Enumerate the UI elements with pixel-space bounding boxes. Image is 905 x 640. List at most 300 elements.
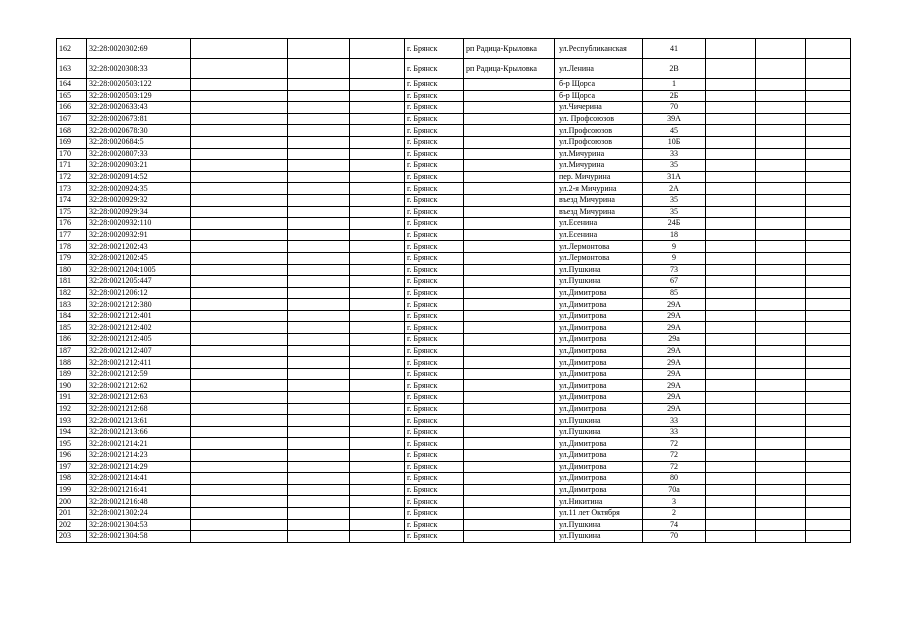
empty-cell xyxy=(288,125,350,137)
empty-cell xyxy=(756,415,806,427)
empty-cell xyxy=(191,484,288,496)
empty-cell xyxy=(350,113,405,125)
empty-cell xyxy=(756,229,806,241)
cadastral-number-cell: 32:28:0021212:401 xyxy=(87,310,191,322)
settlement-cell: рп Радица-Крыловка xyxy=(464,59,555,79)
row-number-cell: 168 xyxy=(57,125,87,137)
empty-cell xyxy=(806,438,851,450)
empty-cell xyxy=(806,531,851,543)
row-number-cell: 166 xyxy=(57,102,87,114)
city-cell: г. Брянск xyxy=(405,299,464,311)
empty-cell xyxy=(706,218,756,230)
house-number-cell: 24Б xyxy=(643,218,706,230)
empty-cell xyxy=(806,59,851,79)
city-cell: г. Брянск xyxy=(405,461,464,473)
empty-cell xyxy=(756,241,806,253)
settlement-cell xyxy=(464,403,555,415)
empty-cell xyxy=(350,438,405,450)
empty-cell xyxy=(350,496,405,508)
house-number-cell: 29а xyxy=(643,334,706,346)
empty-cell xyxy=(756,334,806,346)
table-row xyxy=(57,160,851,172)
empty-cell xyxy=(288,102,350,114)
empty-cell xyxy=(191,519,288,531)
empty-cell xyxy=(191,39,288,59)
table-row xyxy=(57,415,851,427)
empty-cell xyxy=(706,194,756,206)
empty-cell xyxy=(191,392,288,404)
empty-cell xyxy=(350,160,405,172)
row-number-cell: 176 xyxy=(57,218,87,230)
empty-cell xyxy=(756,287,806,299)
empty-cell xyxy=(806,206,851,218)
settlement-cell xyxy=(464,229,555,241)
empty-cell xyxy=(191,148,288,160)
cadastral-number-cell: 32:28:0020903:21 xyxy=(87,160,191,172)
house-number-cell: 39А xyxy=(643,113,706,125)
empty-cell xyxy=(706,368,756,380)
city-cell: г. Брянск xyxy=(405,252,464,264)
empty-cell xyxy=(350,183,405,195)
table-row xyxy=(57,276,851,288)
settlement-cell xyxy=(464,194,555,206)
empty-cell xyxy=(706,403,756,415)
empty-cell xyxy=(756,113,806,125)
city-cell: г. Брянск xyxy=(405,206,464,218)
cadastral-number-cell: 32:28:0021206:12 xyxy=(87,287,191,299)
empty-cell xyxy=(350,531,405,543)
empty-cell xyxy=(756,194,806,206)
city-cell: г. Брянск xyxy=(405,450,464,462)
cadastral-number-cell: 32:28:0021212:411 xyxy=(87,357,191,369)
empty-cell xyxy=(756,438,806,450)
street-cell: ул.Пушкина xyxy=(555,426,643,438)
street-cell: ул.11 лет Октября xyxy=(555,507,643,519)
settlement-cell xyxy=(464,392,555,404)
table-row xyxy=(57,496,851,508)
empty-cell xyxy=(756,148,806,160)
empty-cell xyxy=(288,519,350,531)
street-cell: ул.Димитрова xyxy=(555,473,643,485)
empty-cell xyxy=(706,79,756,91)
cadastral-number-cell: 32:28:0021202:45 xyxy=(87,252,191,264)
row-number-cell: 182 xyxy=(57,287,87,299)
settlement-cell xyxy=(464,415,555,427)
empty-cell xyxy=(706,438,756,450)
table-row xyxy=(57,90,851,102)
empty-cell xyxy=(706,450,756,462)
row-number-cell: 183 xyxy=(57,299,87,311)
empty-cell xyxy=(756,264,806,276)
city-cell: г. Брянск xyxy=(405,39,464,59)
row-number-cell: 202 xyxy=(57,519,87,531)
row-number-cell: 164 xyxy=(57,79,87,91)
table-row xyxy=(57,392,851,404)
empty-cell xyxy=(350,102,405,114)
house-number-cell: 29А xyxy=(643,380,706,392)
empty-cell xyxy=(756,136,806,148)
cadastral-number-cell: 32:28:0021212:407 xyxy=(87,345,191,357)
empty-cell xyxy=(350,426,405,438)
table-row xyxy=(57,183,851,195)
street-cell: б-р Щорса xyxy=(555,79,643,91)
empty-cell xyxy=(288,380,350,392)
empty-cell xyxy=(756,59,806,79)
city-cell: г. Брянск xyxy=(405,160,464,172)
city-cell: г. Брянск xyxy=(405,59,464,79)
empty-cell xyxy=(806,345,851,357)
house-number-cell: 70а xyxy=(643,484,706,496)
empty-cell xyxy=(288,403,350,415)
empty-cell xyxy=(806,461,851,473)
empty-cell xyxy=(191,160,288,172)
row-number-cell: 184 xyxy=(57,310,87,322)
empty-cell xyxy=(806,229,851,241)
empty-cell xyxy=(756,90,806,102)
street-cell: ул.Димитрова xyxy=(555,403,643,415)
empty-cell xyxy=(706,183,756,195)
street-cell: ул.Димитрова xyxy=(555,287,643,299)
settlement-cell xyxy=(464,276,555,288)
table-row xyxy=(57,136,851,148)
empty-cell xyxy=(288,218,350,230)
settlement-cell xyxy=(464,299,555,311)
empty-cell xyxy=(756,473,806,485)
house-number-cell: 29А xyxy=(643,403,706,415)
empty-cell xyxy=(350,484,405,496)
empty-cell xyxy=(350,392,405,404)
cadastral-number-cell: 32:28:0021205:447 xyxy=(87,276,191,288)
empty-cell xyxy=(706,484,756,496)
city-cell: г. Брянск xyxy=(405,218,464,230)
city-cell: г. Брянск xyxy=(405,125,464,137)
city-cell: г. Брянск xyxy=(405,171,464,183)
empty-cell xyxy=(806,403,851,415)
house-number-cell: 2 xyxy=(643,507,706,519)
city-cell: г. Брянск xyxy=(405,334,464,346)
house-number-cell: 1 xyxy=(643,79,706,91)
empty-cell xyxy=(350,218,405,230)
street-cell: ул.Есенина xyxy=(555,229,643,241)
empty-cell xyxy=(288,229,350,241)
empty-cell xyxy=(288,322,350,334)
house-number-cell: 41 xyxy=(643,39,706,59)
empty-cell xyxy=(706,392,756,404)
city-cell: г. Брянск xyxy=(405,310,464,322)
empty-cell xyxy=(350,59,405,79)
empty-cell xyxy=(756,102,806,114)
city-cell: г. Брянск xyxy=(405,438,464,450)
row-number-cell: 170 xyxy=(57,148,87,160)
city-cell: г. Брянск xyxy=(405,287,464,299)
empty-cell xyxy=(756,322,806,334)
empty-cell xyxy=(288,484,350,496)
empty-cell xyxy=(706,102,756,114)
empty-cell xyxy=(756,450,806,462)
street-cell: пер. Мичурина xyxy=(555,171,643,183)
house-number-cell: 35 xyxy=(643,160,706,172)
empty-cell xyxy=(191,183,288,195)
house-number-cell: 29А xyxy=(643,392,706,404)
cadastral-number-cell: 32:28:0020302:69 xyxy=(87,39,191,59)
empty-cell xyxy=(350,345,405,357)
empty-cell xyxy=(350,450,405,462)
house-number-cell: 45 xyxy=(643,125,706,137)
cadastral-number-cell: 32:28:0021212:402 xyxy=(87,322,191,334)
empty-cell xyxy=(806,507,851,519)
empty-cell xyxy=(350,415,405,427)
settlement-cell xyxy=(464,473,555,485)
house-number-cell: 29А xyxy=(643,368,706,380)
empty-cell xyxy=(288,473,350,485)
empty-cell xyxy=(706,171,756,183)
empty-cell xyxy=(288,59,350,79)
empty-cell xyxy=(288,426,350,438)
settlement-cell xyxy=(464,148,555,160)
empty-cell xyxy=(806,450,851,462)
empty-cell xyxy=(288,461,350,473)
empty-cell xyxy=(706,148,756,160)
empty-cell xyxy=(288,438,350,450)
empty-cell xyxy=(706,39,756,59)
row-number-cell: 174 xyxy=(57,194,87,206)
empty-cell xyxy=(806,496,851,508)
empty-cell xyxy=(806,334,851,346)
empty-cell xyxy=(706,287,756,299)
empty-cell xyxy=(806,113,851,125)
empty-cell xyxy=(806,484,851,496)
empty-cell xyxy=(350,473,405,485)
table-row xyxy=(57,531,851,543)
table-row xyxy=(57,113,851,125)
empty-cell xyxy=(350,252,405,264)
street-cell: ул.Профсоюзов xyxy=(555,136,643,148)
table-row xyxy=(57,148,851,160)
empty-cell xyxy=(706,264,756,276)
settlement-cell xyxy=(464,113,555,125)
registry-table xyxy=(56,38,851,543)
empty-cell xyxy=(191,90,288,102)
empty-cell xyxy=(288,136,350,148)
empty-cell xyxy=(288,299,350,311)
street-cell: ул.Чичерина xyxy=(555,102,643,114)
city-cell: г. Брянск xyxy=(405,415,464,427)
street-cell: ул.2-я Мичурина xyxy=(555,183,643,195)
cadastral-number-cell: 32:28:0021214:41 xyxy=(87,473,191,485)
cadastral-number-cell: 32:28:0021202:43 xyxy=(87,241,191,253)
cadastral-number-cell: 32:28:0020673:81 xyxy=(87,113,191,125)
house-number-cell: 35 xyxy=(643,194,706,206)
empty-cell xyxy=(350,357,405,369)
city-cell: г. Брянск xyxy=(405,345,464,357)
row-number-cell: 173 xyxy=(57,183,87,195)
empty-cell xyxy=(706,531,756,543)
table-row xyxy=(57,450,851,462)
cadastral-number-cell: 32:28:0021214:23 xyxy=(87,450,191,462)
empty-cell xyxy=(706,473,756,485)
settlement-cell xyxy=(464,79,555,91)
row-number-cell: 185 xyxy=(57,322,87,334)
house-number-cell: 72 xyxy=(643,461,706,473)
empty-cell xyxy=(288,276,350,288)
settlement-cell xyxy=(464,241,555,253)
empty-cell xyxy=(756,310,806,322)
settlement-cell: рп Радица-Крыловка xyxy=(464,39,555,59)
empty-cell xyxy=(706,241,756,253)
empty-cell xyxy=(191,241,288,253)
empty-cell xyxy=(191,357,288,369)
street-cell: ул.Димитрова xyxy=(555,392,643,404)
empty-cell xyxy=(350,287,405,299)
empty-cell xyxy=(756,392,806,404)
empty-cell xyxy=(288,392,350,404)
street-cell: ул.Димитрова xyxy=(555,345,643,357)
empty-cell xyxy=(706,461,756,473)
settlement-cell xyxy=(464,322,555,334)
city-cell: г. Брянск xyxy=(405,357,464,369)
house-number-cell: 9 xyxy=(643,241,706,253)
table-body xyxy=(57,39,851,543)
empty-cell xyxy=(191,473,288,485)
row-number-cell: 172 xyxy=(57,171,87,183)
empty-cell xyxy=(756,206,806,218)
empty-cell xyxy=(350,79,405,91)
empty-cell xyxy=(288,450,350,462)
row-number-cell: 194 xyxy=(57,426,87,438)
row-number-cell: 162 xyxy=(57,39,87,59)
empty-cell xyxy=(288,113,350,125)
house-number-cell: 10Б xyxy=(643,136,706,148)
empty-cell xyxy=(350,148,405,160)
empty-cell xyxy=(350,299,405,311)
row-number-cell: 203 xyxy=(57,531,87,543)
settlement-cell xyxy=(464,218,555,230)
house-number-cell: 33 xyxy=(643,148,706,160)
empty-cell xyxy=(288,241,350,253)
cadastral-number-cell: 32:28:0021216:41 xyxy=(87,484,191,496)
table-row xyxy=(57,125,851,137)
house-number-cell: 31А xyxy=(643,171,706,183)
empty-cell xyxy=(706,90,756,102)
empty-cell xyxy=(806,90,851,102)
empty-cell xyxy=(806,194,851,206)
street-cell: ул.Республиканская xyxy=(555,39,643,59)
empty-cell xyxy=(806,322,851,334)
house-number-cell: 29А xyxy=(643,310,706,322)
house-number-cell: 70 xyxy=(643,531,706,543)
settlement-cell xyxy=(464,125,555,137)
settlement-cell xyxy=(464,171,555,183)
empty-cell xyxy=(706,113,756,125)
empty-cell xyxy=(191,531,288,543)
street-cell: ул.Пушкина xyxy=(555,276,643,288)
empty-cell xyxy=(706,519,756,531)
cadastral-number-cell: 32:28:0021302:24 xyxy=(87,507,191,519)
table-row xyxy=(57,171,851,183)
row-number-cell: 191 xyxy=(57,392,87,404)
city-cell: г. Брянск xyxy=(405,368,464,380)
city-cell: г. Брянск xyxy=(405,403,464,415)
table-row xyxy=(57,194,851,206)
empty-cell xyxy=(806,415,851,427)
cadastral-number-cell: 32:28:0021216:48 xyxy=(87,496,191,508)
empty-cell xyxy=(806,241,851,253)
settlement-cell xyxy=(464,264,555,276)
document-sheet xyxy=(56,38,851,543)
empty-cell xyxy=(806,160,851,172)
row-number-cell: 195 xyxy=(57,438,87,450)
city-cell: г. Брянск xyxy=(405,392,464,404)
empty-cell xyxy=(756,484,806,496)
cadastral-number-cell: 32:28:0020924:35 xyxy=(87,183,191,195)
empty-cell xyxy=(806,287,851,299)
empty-cell xyxy=(706,415,756,427)
empty-cell xyxy=(191,264,288,276)
street-cell: ул.Лермонтова xyxy=(555,252,643,264)
cadastral-number-cell: 32:28:0021212:59 xyxy=(87,368,191,380)
cadastral-number-cell: 32:28:0021213:61 xyxy=(87,415,191,427)
empty-cell xyxy=(706,496,756,508)
empty-cell xyxy=(706,310,756,322)
empty-cell xyxy=(756,39,806,59)
settlement-cell xyxy=(464,450,555,462)
empty-cell xyxy=(288,415,350,427)
cadastral-number-cell: 32:28:0021212:405 xyxy=(87,334,191,346)
cadastral-number-cell: 32:28:0020684:5 xyxy=(87,136,191,148)
settlement-cell xyxy=(464,496,555,508)
row-number-cell: 196 xyxy=(57,450,87,462)
empty-cell xyxy=(350,136,405,148)
empty-cell xyxy=(288,368,350,380)
row-number-cell: 177 xyxy=(57,229,87,241)
table-row xyxy=(57,39,851,59)
table-row xyxy=(57,206,851,218)
empty-cell xyxy=(756,403,806,415)
cadastral-number-cell: 32:28:0020503:122 xyxy=(87,79,191,91)
empty-cell xyxy=(191,368,288,380)
table-row xyxy=(57,368,851,380)
table-row xyxy=(57,507,851,519)
street-cell: ул.Димитрова xyxy=(555,380,643,392)
empty-cell xyxy=(806,102,851,114)
table-row xyxy=(57,322,851,334)
empty-cell xyxy=(350,507,405,519)
cadastral-number-cell: 32:28:0020929:34 xyxy=(87,206,191,218)
empty-cell xyxy=(350,90,405,102)
empty-cell xyxy=(191,194,288,206)
empty-cell xyxy=(191,461,288,473)
empty-cell xyxy=(350,380,405,392)
empty-cell xyxy=(191,380,288,392)
empty-cell xyxy=(350,39,405,59)
empty-cell xyxy=(288,171,350,183)
empty-cell xyxy=(806,299,851,311)
table-row xyxy=(57,357,851,369)
street-cell: ул.Димитрова xyxy=(555,484,643,496)
cadastral-number-cell: 32:28:0021213:66 xyxy=(87,426,191,438)
city-cell: г. Брянск xyxy=(405,531,464,543)
empty-cell xyxy=(806,264,851,276)
empty-cell xyxy=(806,276,851,288)
empty-cell xyxy=(806,426,851,438)
table-row xyxy=(57,79,851,91)
empty-cell xyxy=(350,194,405,206)
empty-cell xyxy=(756,160,806,172)
empty-cell xyxy=(806,392,851,404)
cadastral-number-cell: 32:28:0020929:32 xyxy=(87,194,191,206)
city-cell: г. Брянск xyxy=(405,90,464,102)
house-number-cell: 2А xyxy=(643,183,706,195)
